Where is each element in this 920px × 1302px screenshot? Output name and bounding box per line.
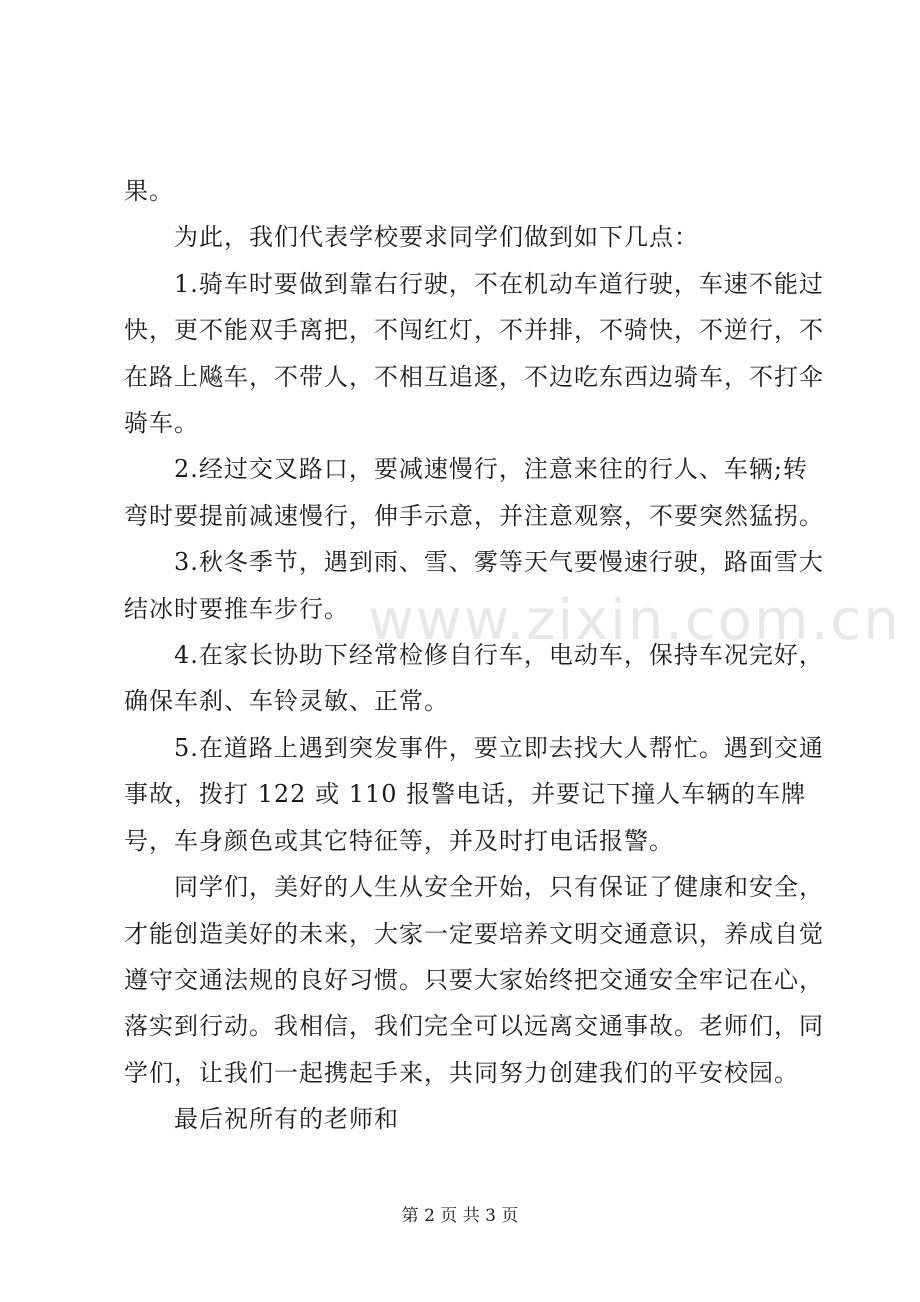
paragraph-rule-2: 2.经过交叉路口，要减速慢行，注意来往的行人、车辆;转弯时要提前减速慢行，伸手示意，并注意观察，不要突然猛拐。 <box>124 455 824 530</box>
paragraph-rule-4: 4.在家长协助下经常检修自行车，电动车，保持车况完好，确保车刹、车铃灵敏、正常。 <box>124 641 824 716</box>
paragraph-rule-5: 5.在道路上遇到突发事件，要立即去找大人帮忙。遇到交通事故，拨打 122 或 110 报警电话，并要记下撞人车辆的车牌号，车身颜色或其它特征等，并及时打电话报警。 <box>124 733 824 855</box>
watermark-text: www.zixin.com.cn <box>368 588 901 653</box>
paragraph-appeal: 同学们，美好的人生从安全开始，只有保证了健康和安全，才能创造美好的未来，大家一定要培养文明交通意识，养成自觉遵守交通法规的良好习惯。只要大家始终把交通安全牢记在心，落实到行动。我相信，我们完全可以远离交通事故。老师们，同学们，让我们一起携起手来，共同努力创建我们的平安校园。 <box>124 873 824 1087</box>
page-footer: 第 2 页 共 3 页 <box>401 1206 519 1226</box>
paragraph-rule-1: 1.骑车时要做到靠右行驶，不在机动车道行驶，车速不能过快，更不能双手离把，不闯红灯，不并排，不骑快，不逆行，不在路上飚车，不带人，不相互追逐，不边吃东西边骑车，不打伞骑车。 <box>124 269 824 438</box>
paragraph-closing: 最后祝所有的老师和 <box>174 1105 399 1134</box>
paragraph-intro: 为此，我们代表学校要求同学们做到如下几点： <box>174 223 699 252</box>
document-body <box>124 168 824 1143</box>
paragraph-rule-3: 3.秋冬季节，遇到雨、雪、雾等天气要慢速行驶，路面雪大结冰时要推车步行。 <box>124 548 824 623</box>
paragraph-continuation: 果。 <box>124 177 174 205</box>
